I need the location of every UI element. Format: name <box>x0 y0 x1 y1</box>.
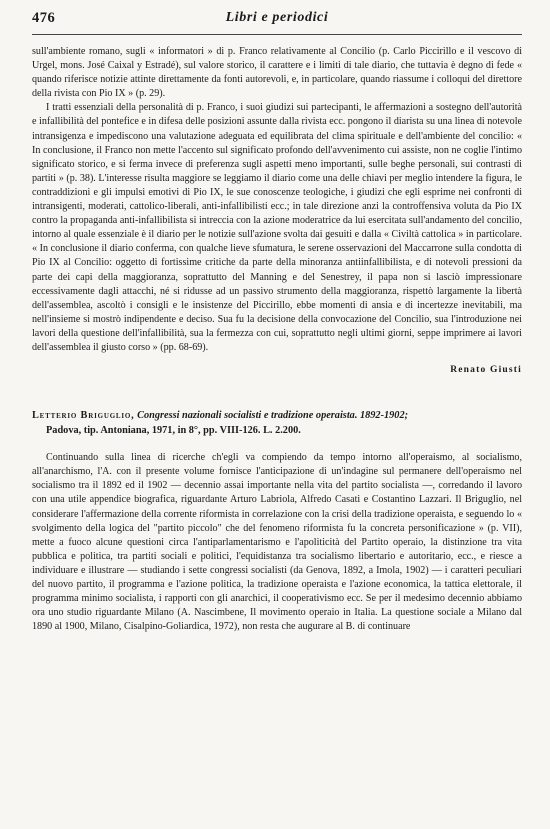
running-title: Libri e periodici <box>225 10 329 25</box>
review-1-paragraph-1: sull'ambiente romano, sugli « informatori » di p. Franco relativamente al Concilio (p. Carlo Piccirillo e il vescovo di Urgel, mons. José Caixal y Estradé), sul valore storico, il carattere e i limiti di tale diario, che tuttavia è degno di fede « quando riferisce notizie attinte direttamente da fonti autorevoli, e, in particolare, quando riassume i colloqui del direttore della rivista con Pio IX » (p. 29). <box>32 46 522 100</box>
review-2-body <box>32 451 522 634</box>
page-header <box>32 10 522 32</box>
review-1-paragraph-2: I tratti essenziali della personalità di p. Franco, i suoi giudizi sui partecipanti, le affermazioni a sostegno dell'autorità e infallibilità del pontefice e in difesa delle posizioni assunte dalla rivista ecc. pongono il diarista su una linea di notevole intransigenza e impediscono una valutazione adeguata ed equilibrata del clima spirituale e dell'ambiente del concilio: « In conclusione, il Franco non mette l'accento sul significato profondo dell'avvenimento cui assiste, non ne coglie l'intimo significato storico, e si ferma invece di preferenza sugli aspetti meno importanti, sulle beghe personali, sui contrasti di partiti » (p. 38). L'interesse risulta maggiore se leggiamo il diario come una delle chiavi per meglio intendere la figura, le contraddizioni e gli impulsi emotivi di Pio IX, le sue conoscenze teologiche, i giudizi che egli esprime nei confronti di intransigenti, moderati, cattolico-liberali, anti-infallibilisti ecc.; in tale direzione anzi la controffensiva voluta da Pio IX contro la propaganda anti-infallibilista si intreccia con la azione moderatrice da lui esercitata sull'andamento del concilio, intorno al quale essenziale è il diario per le notizie sull'azione svolta dai gesuiti e dalla « Civiltà cattolica » in particolare. « In conclusione il diario conferma, con qualche lieve sfumatura, le serene osservazioni del Maccarrone sulla condotta di Pio IX al Concilio: oggetto di fortissime critiche da parte della minoranza antiinfallibilista, e di notevoli pressioni da parte dei capi della maggioranza, soprattutto del Manning e del Senestrey, il papa non si lasciò impressionare eccessivamente dagli attacchi, né si ridusse ad un passivo strumento della maggioranza, rispettò largamente la libertà dell'assemblea, ascoltò i consigli e le insistenze del Piccirillo, ebbe momenti di ansia e di incertezze inevitabili, ma nell'insieme si mostrò indipendente e deciso. Sua fu la decisione della convocazione del Concilio, sua l'introduzione nei lavori della questione dell'infallibilità, sua la fermezza con cui, soprattutto negli ultimi giorni, seppe imprimere ai lavori dell'assemblea il giusto corso » (pp. 68-69). <box>32 102 522 353</box>
page <box>32 10 522 634</box>
review-2-book-title: Congressi nazionali socialisti e tradizione operaista. 1892-1902; <box>137 410 409 422</box>
review-2-author-name: Letterio Briguglio, <box>32 410 135 422</box>
review-2-heading <box>32 408 522 438</box>
review-2-paragraph: Continuando sulla linea di ricerche ch'egli va compiendo da tempo intorno all'operaismo, al socialismo, all'anarchismo, l'A. con il presente volume fornisce l'anticipazione di un'indagine sul permanere dell'operaismo nel socialismo tra il 1892 ed il 1902 — decennio assai importante nella vita del partito socialista —, corredando il lavoro con una utile appendice biografica, riguardante Arturo Labriola, Alfredo Casati e Costantino Lazzari. Il Briguglio, nel considerare l'affermazione della corrente riformista in correlazione con la crisi della tradizione operaista, e seguendo lo « svolgimento della logica del "partito piccolo" che del fenomeno riformista fu la concreta personificazione » (p. VII), mette a fuoco alcune questioni circa l'antiparlamentarismo e l'apoliticità del Partito operaio, la distinzione tra vita pubblica e politica, tra partiti sociali e politici, l'equidistanza tra socialismo libertario e autoritario, ecc., e riesce a individuare e illustrare — studiando i sette congressi socialisti (da Genova, 1892, a Imola, 1902) — i caratteri peculiari del nuovo partito, il programma e l'azione politica, la tradizione operaista e l'azione economica, la tattica elettorale, il programma minimo socialista, i rapporti con gli anarchici, il cooperativismo ecc. Se per il medesimo decennio abbiamo ora uno studio riguardante Milano (A. Nascimbene, Il movimento operaio in Italia. La questione sociale a Milano dal 1890 al 1900, Milano, Cisalpino-Goliardica, 1972), non resta che augurare al B. di continuare <box>32 452 522 633</box>
review-2-publication-info: Padova, tip. Antoniana, 1971, in 8°, pp. VIII-126. L. 2.200. <box>46 425 301 437</box>
review-1-author: Renato Giusti <box>450 365 522 376</box>
page-number: 476 <box>32 10 56 26</box>
review-1 <box>32 45 522 377</box>
header-rule <box>32 34 522 35</box>
